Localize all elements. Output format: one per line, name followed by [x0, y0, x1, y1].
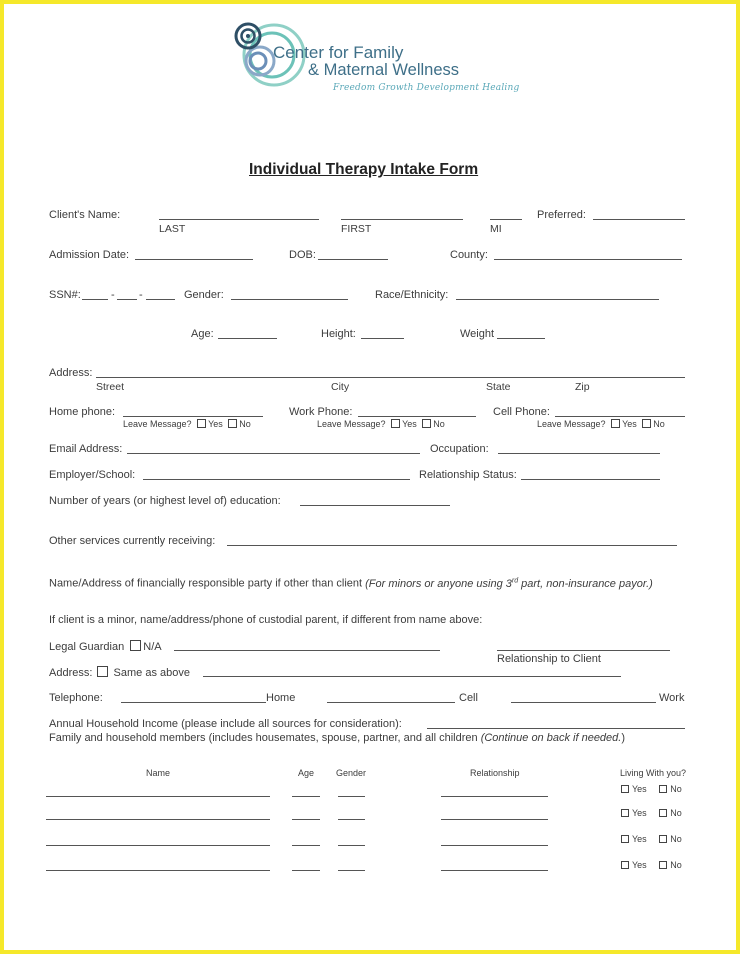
state-caption: State [486, 381, 511, 393]
employer-field[interactable] [143, 479, 410, 480]
mi-caption: MI [490, 223, 502, 235]
mi-field[interactable] [490, 219, 522, 220]
telephone-home-caption: Home [266, 692, 296, 704]
living-yes-checkbox[interactable] [621, 861, 629, 869]
living-no-checkbox[interactable] [659, 785, 667, 793]
financial-note-sup: rd [511, 577, 519, 584]
gender-field[interactable] [231, 299, 348, 300]
header-living: Living With you? [620, 768, 687, 778]
cell-phone-field[interactable] [555, 416, 685, 417]
household-text [49, 732, 625, 745]
gender-label: Gender: [184, 289, 224, 301]
living-no-text: No [670, 860, 682, 870]
logo-tagline: Freedom Growth Development Healing [333, 83, 520, 93]
guardian-address-row [49, 666, 190, 680]
guardian-address-field[interactable] [203, 676, 621, 677]
admission-date-field[interactable] [135, 259, 253, 260]
financial-note-close: part, non-insurance payor.) [518, 577, 653, 590]
occupation-field[interactable] [498, 453, 660, 454]
same-as-above-checkbox[interactable] [97, 666, 108, 677]
street-caption: Street [96, 381, 125, 393]
ssn-dash-2: - [139, 289, 143, 301]
work-yes-checkbox[interactable] [391, 419, 400, 428]
logo-line1: Center for Family [273, 43, 404, 62]
cell-yes-checkbox[interactable] [611, 419, 620, 428]
address-label: Address: [49, 367, 93, 379]
preferred-field[interactable] [593, 219, 685, 220]
address-field[interactable] [96, 377, 685, 378]
last-caption: LAST [159, 223, 186, 235]
age-field[interactable] [218, 338, 277, 339]
work-phone-label: Work Phone: [289, 406, 353, 418]
cell-leave-message [537, 419, 665, 430]
relationship-to-client-field[interactable] [497, 650, 670, 651]
same-as-above-text: Same as above [113, 667, 190, 679]
client-name-label: Client's Name: [49, 209, 121, 221]
home-yes-checkbox[interactable] [197, 419, 206, 428]
last-name-field[interactable] [159, 219, 319, 220]
living-yes-text: Yes [632, 784, 647, 794]
living-yes-checkbox[interactable] [621, 835, 629, 843]
member-age-field[interactable] [292, 845, 320, 846]
income-field[interactable] [427, 728, 685, 729]
financial-party-text [49, 574, 653, 591]
race-label: Race/Ethnicity: [375, 289, 449, 301]
preferred-label: Preferred: [537, 209, 586, 221]
living-options [621, 834, 682, 845]
legal-guardian-label: Legal Guardian [49, 641, 125, 653]
admission-date-label: Admission Date: [49, 249, 130, 261]
cell-phone-label: Cell Phone: [493, 406, 550, 418]
financial-text: Name/Address of financially responsible party if other than client [49, 577, 363, 590]
living-no-checkbox[interactable] [659, 861, 667, 869]
county-field[interactable] [494, 259, 682, 260]
education-field[interactable] [300, 505, 450, 506]
minor-text: If client is a minor, name/address/phone of custodial parent, if different from name above: [49, 614, 483, 626]
member-relationship-field[interactable] [441, 819, 548, 820]
member-relationship-field[interactable] [441, 796, 548, 797]
email-field[interactable] [127, 453, 420, 454]
living-no-text: No [670, 784, 682, 794]
leave-message-text: Leave Message? [123, 419, 192, 429]
home-phone-label: Home phone: [49, 406, 116, 418]
member-relationship-field[interactable] [441, 870, 548, 871]
age-label: Age: [191, 328, 214, 340]
leave-message-text: Leave Message? [317, 419, 386, 429]
first-name-field[interactable] [341, 219, 463, 220]
yes-text: Yes [402, 419, 417, 429]
ssn-field-3[interactable] [146, 299, 175, 300]
living-options [621, 860, 682, 871]
employer-label: Employer/School: [49, 469, 136, 481]
ssn-field-2[interactable] [117, 299, 137, 300]
living-options [621, 784, 682, 795]
telephone-cell-caption: Cell [459, 692, 478, 704]
living-yes-checkbox[interactable] [621, 785, 629, 793]
telephone-work-field[interactable] [511, 702, 656, 703]
city-caption: City [331, 381, 350, 393]
living-yes-text: Yes [632, 834, 647, 844]
work-leave-message [317, 419, 445, 430]
no-text: No [653, 419, 665, 429]
living-no-text: No [670, 834, 682, 844]
header-relationship: Relationship [470, 768, 520, 778]
legal-guardian-row [49, 640, 162, 654]
home-no-checkbox[interactable] [228, 419, 237, 428]
education-label: Number of years (or highest level of) education: [49, 495, 281, 507]
member-name-field[interactable] [46, 819, 270, 820]
member-relationship-field[interactable] [441, 845, 548, 846]
household-main-text: Family and household members (includes housemates, spouse, partner, and all children [49, 732, 478, 744]
dob-field[interactable] [318, 259, 388, 260]
telephone-home-field[interactable] [121, 702, 266, 703]
guardian-address-label: Address: [49, 667, 93, 679]
household-note: (Continue on back if needed. [480, 732, 622, 744]
na-text: N/A [143, 641, 162, 653]
height-label: Height: [321, 328, 356, 340]
living-yes-text: Yes [632, 808, 647, 818]
home-leave-message [123, 419, 251, 430]
member-gender-field[interactable] [338, 819, 365, 820]
race-field[interactable] [456, 299, 659, 300]
member-gender-field[interactable] [338, 870, 365, 871]
no-text: No [239, 419, 251, 429]
member-age-field[interactable] [292, 819, 320, 820]
household-close: ) [621, 732, 626, 744]
other-services-field[interactable] [227, 545, 677, 546]
guardian-name-field[interactable] [174, 650, 440, 651]
living-no-checkbox[interactable] [659, 809, 667, 817]
relationship-status-label: Relationship Status: [419, 469, 517, 481]
height-field[interactable] [361, 338, 404, 339]
member-age-field[interactable] [292, 870, 320, 871]
relationship-to-client-caption: Relationship to Client [497, 653, 601, 665]
first-caption: FIRST [341, 223, 372, 235]
living-yes-text: Yes [632, 860, 647, 870]
telephone-work-caption: Work [659, 692, 685, 704]
living-no-text: No [670, 808, 682, 818]
leave-message-text: Leave Message? [537, 419, 606, 429]
member-gender-field[interactable] [338, 845, 365, 846]
ssn-label: SSN#: [49, 289, 81, 301]
income-label: Annual Household Income (please include all sources for consideration): [49, 718, 402, 730]
member-name-field[interactable] [46, 796, 270, 797]
member-name-field[interactable] [46, 870, 270, 871]
work-phone-field[interactable] [358, 416, 476, 417]
relationship-status-field[interactable] [521, 479, 660, 480]
header-age: Age [298, 768, 315, 778]
work-no-checkbox[interactable] [422, 419, 431, 428]
no-text: No [433, 419, 445, 429]
ssn-field-1[interactable] [82, 299, 108, 300]
header-gender: Gender [336, 768, 367, 778]
yes-text: Yes [622, 419, 637, 429]
county-label: County: [450, 249, 488, 261]
living-options [621, 808, 682, 819]
ssn-dash-1: - [111, 289, 115, 301]
header-name: Name [146, 768, 171, 778]
weight-label: Weight [460, 328, 495, 340]
member-age-field[interactable] [292, 796, 320, 797]
logo-line2: & Maternal Wellness [308, 61, 460, 79]
financial-note: (For minors or anyone using 3 [365, 577, 512, 590]
telephone-label: Telephone: [49, 692, 103, 704]
other-services-label: Other services currently receiving: [49, 535, 216, 547]
home-phone-field[interactable] [123, 416, 263, 417]
weight-field[interactable] [497, 338, 545, 339]
yes-text: Yes [208, 419, 223, 429]
zip-caption: Zip [575, 381, 590, 393]
occupation-label: Occupation: [430, 443, 489, 455]
email-label: Email Address: [49, 443, 123, 455]
member-name-field[interactable] [46, 845, 270, 846]
telephone-cell-field[interactable] [327, 702, 455, 703]
living-no-checkbox[interactable] [659, 835, 667, 843]
dob-label: DOB: [289, 249, 316, 261]
na-checkbox[interactable] [130, 640, 141, 651]
form-title: Individual Therapy Intake Form [249, 161, 479, 178]
member-gender-field[interactable] [338, 796, 365, 797]
cell-no-checkbox[interactable] [642, 419, 651, 428]
living-yes-checkbox[interactable] [621, 809, 629, 817]
